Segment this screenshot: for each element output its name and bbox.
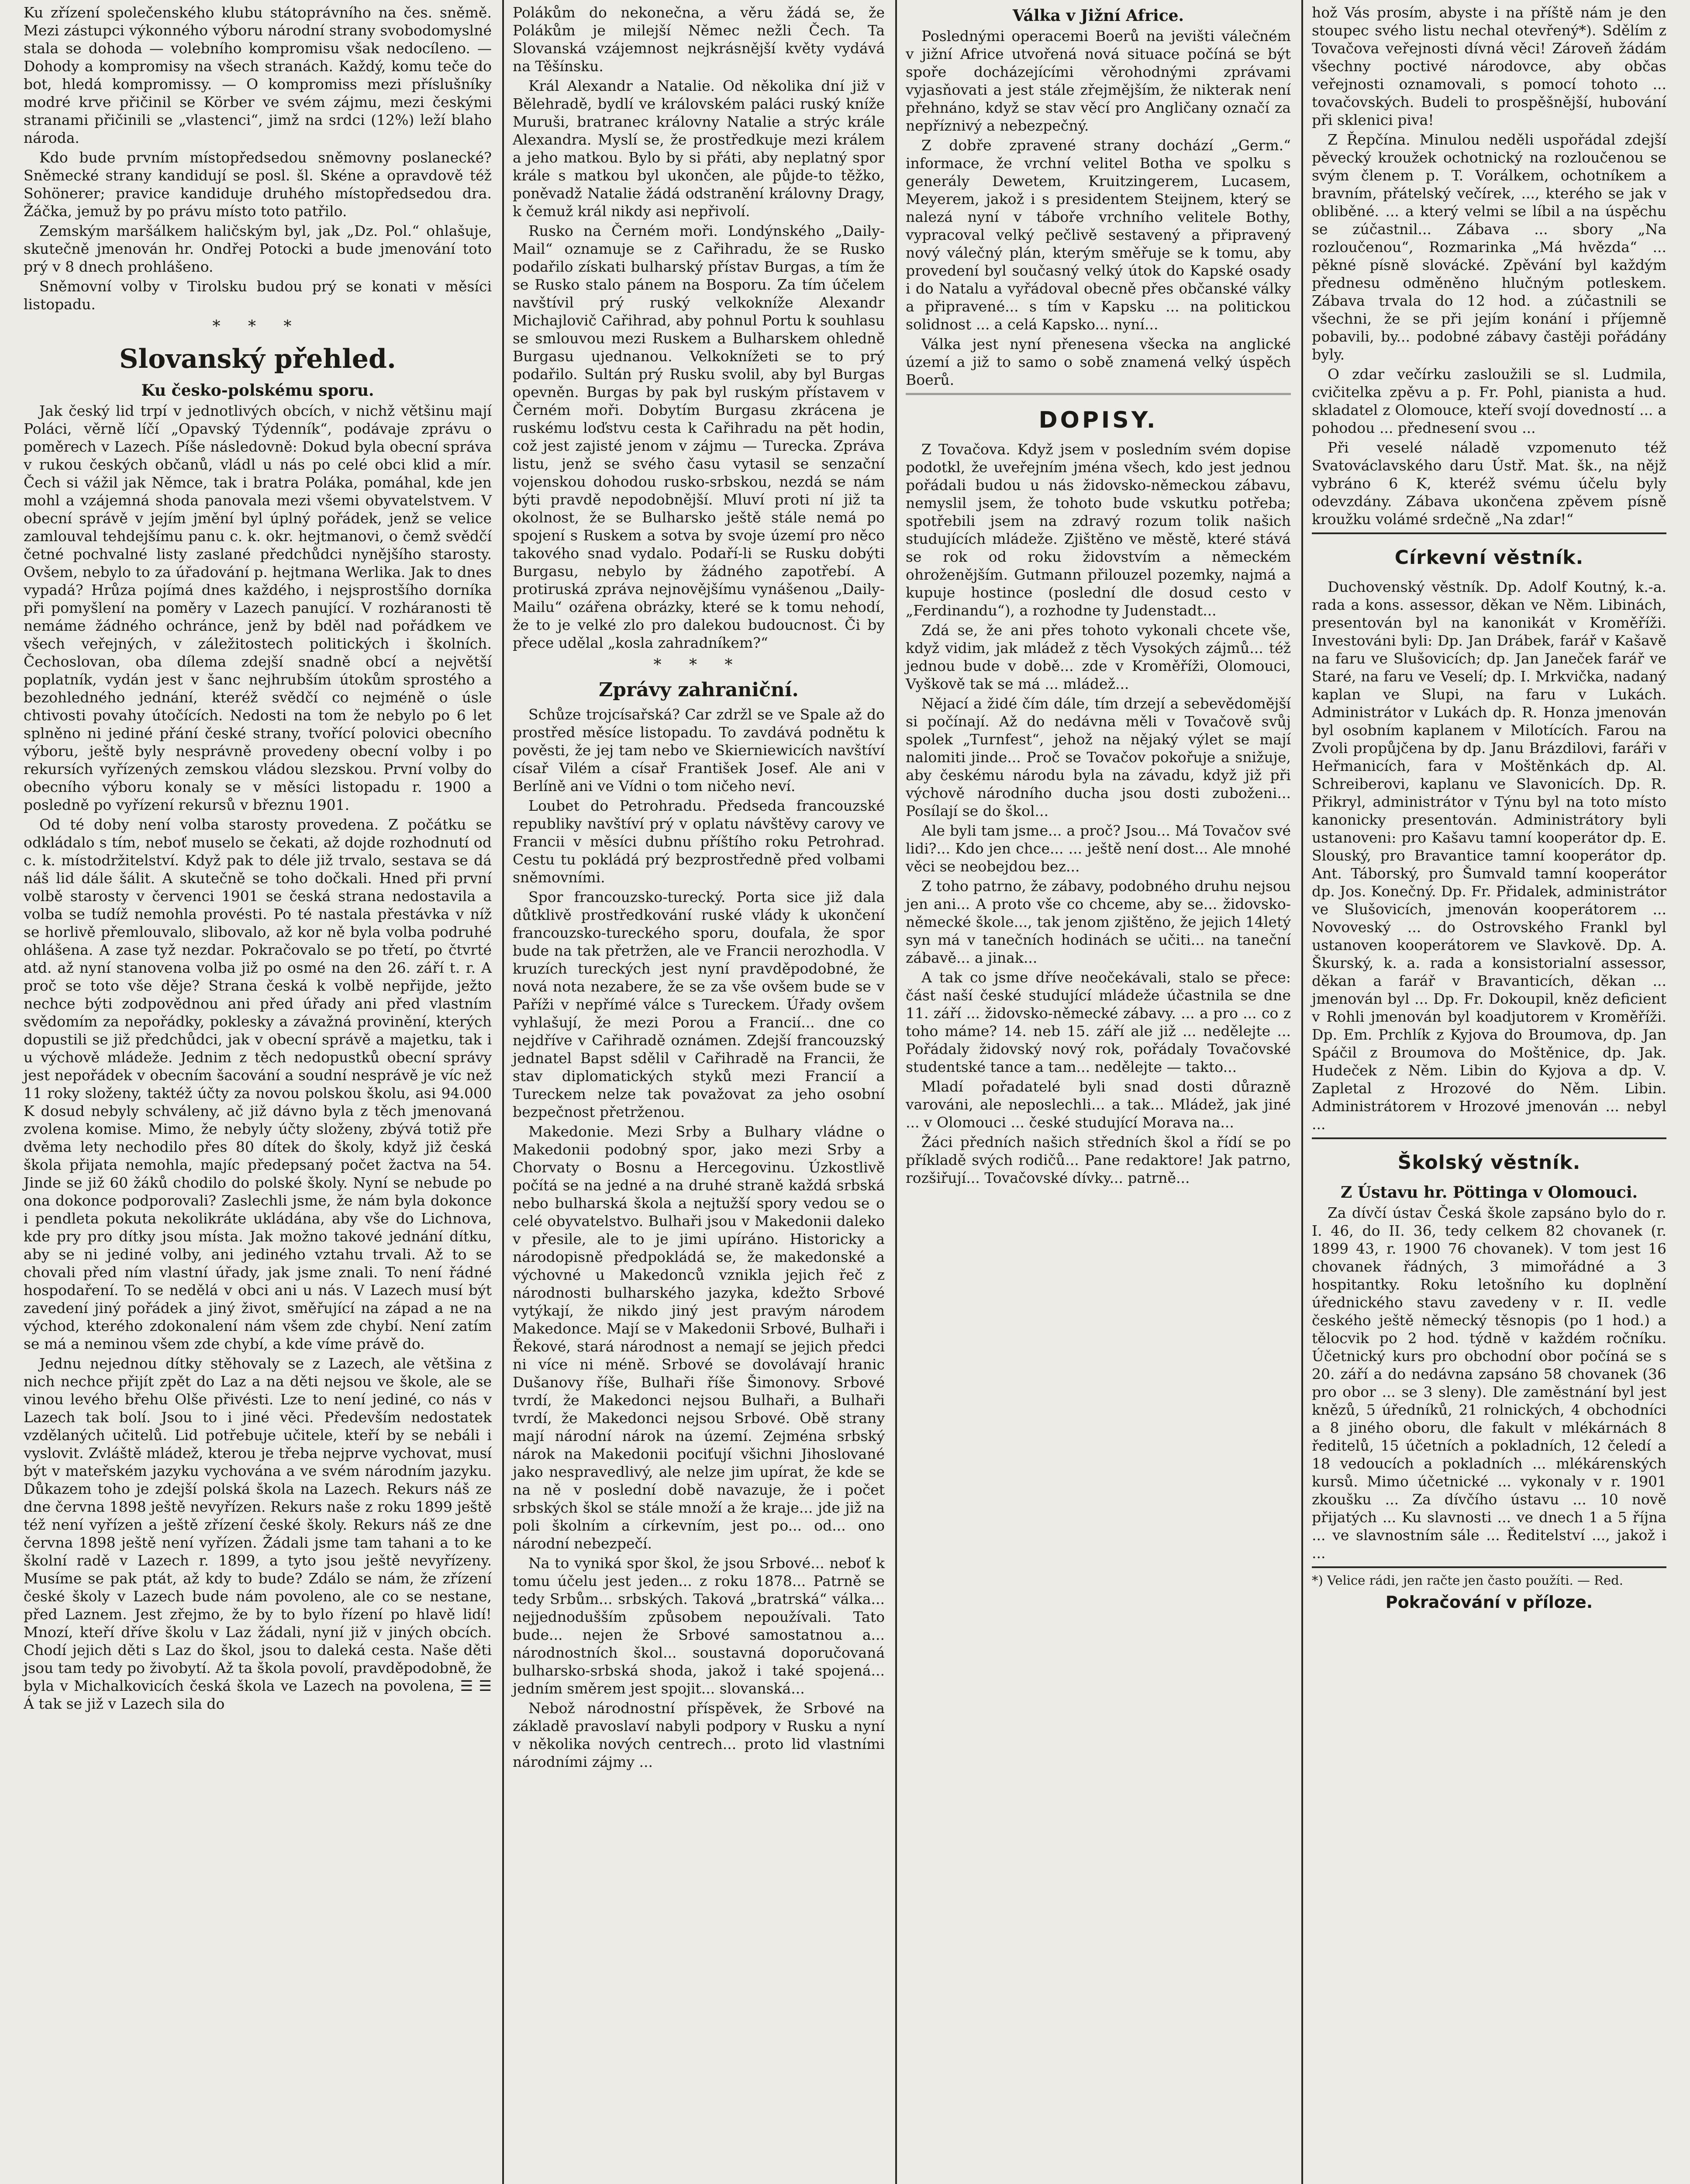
letter-tovacov-7: Mladí pořadatelé byli snad dosti důrazně varováni, ale neposlechli... a tak... Mládež, jak jiné ... v Olomouci ... české studující Morava na... <box>906 1078 1291 1131</box>
section-title-cirkevni: Církevní věstník. <box>1394 546 1584 569</box>
article-lazy-3: Jednu nejednou dítky stěhovaly se z Lazech, ale většina z nich nechce přijít zpět do Laz a na děti nejsou ve škole, ale se vinou levého břehu Olše přivésti. Lze to není jediné, co nás v Lazech tak bolí. Jsou to i jiné věci. Především nedostatek vzdělaných učitelů. Lid potřebuje učitele, kteří by se nebáli i vyslovit. Zvláště mládež, kterou je třeba nejprve vychovat, musí být v mateřském jazyku vychována a ve svém národním jazyku. Důkazem toho je zdejší polská škola na Lazech. Rekurs náš ze dne června 1898 ještě nevyřízen. Rekurs naše z roku 1899 ještě též není vyřízen a ještě zřízení české školy. Rekurs náš ze dne června 1898 ještě není vyřízen. Žádali jsme tam tahani a to ke školní radě v Lazech r. 1899, a tyto jsou ještě nevyřízeny. Musíme se pak ptát, až kdy to bude? Zdálo se nám, že zřízení české školy v Lazech bude nám povoleno, ale co se nestane, před Laznem. Jest zřejmo, že by to bylo řízení po hlavě lidí! Mnozí, kteří dříve školu v Laz žádali, nyní již v jiných obcích. Chodí jejich děti s Laz do škol, jsou to daleká cesta. Naše děti jsou tam tedy po živobytí. Až ta škola povolí, pravděpodobně, že byla v Michalkovicích česká škola ve Lazech na povolena, ☰ ☰ Á tak se již v Lazech sila do <box>24 1355 492 1712</box>
divider <box>1312 532 1666 534</box>
letter-repcin-2: O zdar večírku zasloužili se sl. Ludmila, cvičitelka zpěvu a p. Fr. Pohl, pianista a hud. skladatel z Olomouce, kteří svojí dovedností ... a pohodou ... přednesení svou ... <box>1312 366 1666 436</box>
article-spor-fr-tur: Spor francouzsko-turecký. Porta sice již dala důtklivě prostředkování ruské vlády k ukončení francouzsko-tureckého sporu, doufala, že spor bude na tak přetržen, ale ve Francii nerozhodla. V kruzích tureckých jest nyní pravděpodobné, že nová nota nezabere, že se za vše ovšem bude se v Paříži v nepřímé válce s Tureckem. Úřady ovšem vyhlašují, že mezi Porou a Francií... dne co nejdříve v Cařihradě oznámen. Zdejší francouzský jednatel Bapst sdělil v Cařihradě na Francii, že stav diplomatických styků mezi Francií a Tureckem nelze tak považovat za jeho osobní bezpečnost přetrženou. <box>513 888 885 1120</box>
article-vice-president: Kdo bude prvním místopředsedou sněmovny poslanecké? Sněmecké strany kandidují se posl. šl. Skéne a opravdově též Sohönerer; pravice kandiduje druhého místopředsedou dra. Žáčka, jemuž by po právu místo toto patřilo. <box>24 149 492 220</box>
subheading-czech-polish: Ku česko-polskému sporu. <box>141 381 374 400</box>
article-marshal: Zemským maršálkem haličským byl, jak „Dz. Pol.“ ohlašuje, skutečně jmenován hr. Ondřej Potocki a bude jmenování toto prý v 8 dnech prohlášeno. <box>24 222 492 275</box>
section-title-dopisy: DOPISY. <box>1038 407 1158 433</box>
letter-tovacov-1: Z Tovačova. Když jsem v posledním svém dopise podotkl, že uveřejním jména všech, kdo jest jednou pořádali budou u nás židovsko-německou zábavu, nemyslil jsem, že tohoto bude vskutku potřeba; spotřebili jsem na zdravý rozum tolik našich studujících mládeže. Zjištěno ve městě, které stává se rok od roku židovstvím a německém ohroženějším. Gutmann přilouzel pozemky, najmá a kupuje hostince (poslední dle dosud cesto v „Ferdinandu“), a rozhodne ty Judenstadt... <box>906 441 1291 619</box>
subheading-pottinga: Z Ústavu hr. Pöttinga v Olomouci. <box>1340 1183 1638 1202</box>
article-tyrol-elections: Sněmovní volby v Tirolsku budou prý se konati v měsíci listopadu. <box>24 278 492 313</box>
letter-tovacov-8: Žáci předních našich středních škol a řídí se po příkladě svých rodičů... Pane redaktore! Jak patrno, rozšiřují... Tovačovské dívky... patrně... <box>906 1133 1291 1186</box>
divider <box>906 393 1291 397</box>
section-divider-stars: * * * <box>653 656 744 674</box>
article-valka-3: Válka jest nyní přenesena všecka na anglické území a již to samo o sobě znamená velký úspěch Boerů. <box>906 335 1291 388</box>
column-4 <box>1301 3 1677 2184</box>
article-schuze: Schůze trojcísařská? Car zdržl se ve Spale až do prostřed měsíce listopadu. To zavdává podnětu k pověsti, že jej tam nebo ve Skierniewicích navštíví císař Vilém a císař František Josef. Ale ani v Berlíně ani ve Vídni o tom ničeho neví. <box>513 706 885 795</box>
article-club: Ku zřízení společenského klubu státoprávního na čes. sněmě. Mezi zástupci výkonného výboru národní strany svobodomyslné stala se dohoda — volebního kompromisu však nedocíleno. — Dohody a kompromisy na všech stranách. Každý, komu teče do bot, hledá kompromissy. — O kompromiss mezi příslušníky modré krve přičinil se Körber ve svém zájmu, mezi českými stranami přičinili se „vlastenci“, jimž na srdci (12%) leží blaho národa. <box>24 4 492 146</box>
subheading-valka: Válka v Jižní Africe. <box>1012 7 1184 25</box>
letter-tovacov-6: A tak co jsme dříve neočekávali, stalo se přece: část naší české studující mládeže účastnila se dne 11. září ... židovsko-německé zábavy. ... a pro ... co z toho máme? 14. neb 15. září ale již ... nedělejte ... Pořádaly židovský nový rok, pořádaly Tovačovské studentské tance a tam... nedělejte — takto... <box>906 969 1291 1075</box>
article-alexandr-natalie: Král Alexandr a Natalie. Od několika dní již v Bělehradě, bydlí ve královském paláci ruský kníže Muruši, bratranec královny Natalie a strýc krále Alexandra. Myslí se, že prostředkuje mezi králem a jeho matkou. Bylo by si přáti, aby neplatný spor krále s matkou byl ukončen, ale půjde-to těžko, poněvadž Natalie žádá odstranění královny Dragy, k čemuž král nikdy asi nepřivolí. <box>513 77 885 220</box>
divider <box>1312 1566 1666 1568</box>
article-valka-2: Z dobře zpravené strany dochází „Germ.“ informace, že vrchní velitel Botha ve spolku s generály Dewetem, Kruitzingerem, Lucasem, Meyerem, jakož i s presidentem Steijnem, který se nalezá nyní v táboře vrchního velitele Bothy, vypracoval velký pečlivě sestavený a připravený nový válečný plán, kterým směřuje se k tomu, aby provedení byl současný velký útok do Kapské osady i do Natalu a vyřádoval obecně přes občanské války a připravené... s tím v Kapsku ... na politickou solidnost ... a celá Kapsko... nyní... <box>906 137 1291 333</box>
section-divider-stars: * * * <box>212 318 303 335</box>
section-title-zpravy-zahranicni: Zprávy zahraniční. <box>599 679 799 701</box>
article-valka-1: Poslednými operacemi Boerů na jevišti válečném v jižní Africe utvořená nová situace počíná se být spoře docházejícími věrohodnými zprávami vyjasňovati a jest stále zřejmějším, že nikterak není přehnáno, když se stav věcí pro Angličany označí za nepříznivý a nebezpečný. <box>906 28 1291 134</box>
letter-tovacov-4: Ale byli tam jsme... a proč? Jsou... Má Tovačov své lidi?... Kdo jen chce... ... ještě není dost... Ale mnohé věci se neobejdou bez... <box>906 822 1291 875</box>
article-lazy-1: Jak český lid trpí v jednotlivých obcích, v nichž většinu mají Poláci, věrně líčí „Opavský Týdenník“, podávaje zprávu o poměrech v Lazech. Píše následovně: Dokud byla obecní správa v rukou českých občanů, vládl u nás po celé obci klid a mír. Čech si vážil jak Němce, tak i bratra Poláka, pomáhal, kde jen mohl a vzájemná shoda panovala mezi všemi obyvatelstvem. V obecní správě v jejím jmění byl úplný pořádek, jenž se velice zamlouval tehdejšímu panu c. k. okr. hejtmanovi, o čemž svědčí četné pochvalné listy zaslané předchůdci nynějšího starosty. Ovšem, nebylo to za úřadování p. hejtmana Werlika. Jak to dnes vypadá? Hrůza pojímá dnes každého, i nejsprostšího dorníka při pomyšlení na poměry v Lazech panující. V rozháranosti tě nemáme žádného ochránce, jenž by bděl nad pořádkem ve všech veřejných, v záležitostech politických i školních. Čechoslovan, oba dílema zdejší snadně obcí a největší poplatník, vydán jest v šanc nejhrubším útokům sprostého a bezohledného jednání, kteréž svědčí co nejméně o úsle chtivosti povahy útočících. Nedosti na tom že nebylo po 6 let splněno ni jediné přání české strany, tvořící polovici obecního výboru, ještě byly nesprávně provedeny obecní volby i po rekursích vyřízených zemskou vládou slezskou. První volby do obecního výboru konaly se v měsíci listopadu r. 1900 a posledně po vyřízení rekursů v březnu 1901. <box>24 402 492 813</box>
article-lazy-2: Od té doby není volba starosty provedena. Z počátku se odkládalo s tím, neboť muselo se čekati, až dojde rozhodnutí od c. k. místodržitelství. Když pak to déle již trvalo, sestava se dá náš lid dále šálit. A skutečně se toho dočkali. Hned při první volbě starosty v červenci 1901 se česká strana nedostavila a volba se tudíž nemohla provésti. Po té nastala přestávka v níž se horlivě přemlouvalo, slibovalo, až kor ně byla volba podruhé ohlášena. A zase tyž nezdar. Pokračovalo se po třetí, po čtvrté atd. až nyní stanovena volba již po osmé na den 26. září t. r. A proč se toto vše děje? Strana česká k volbě nepřijde, ježto nechce býti zodpovědnou ani před úřady ani před vlastním svědomím za nepořádky, poklesky a závažná provinění, kterých dopustili se již předchůdci, jak v obecní správě a majetku, tak i u výchově mládeže. Jednim z těch nedopustků obecní správy jest nepořádek v obecním šacování a soudní nesprávě je víc než 11 roky složeny, taktéž účty za novou polskou školu, asi 94.000 K dosud nebyly schváleny, ač již dávno byla z těch jmenovaná zvolena komise. Mimo, že nebyly účty složeny, zbývá totiž pře dvěma lety nechodilo přes 80 dítek do školy, když již česká škola přijata nemohla, majíc předepsaný počet žactva na 54. Jinde se již 60 žáků chodilo do polské školy. Nyní se nebude po ona dokonce podporovali? Zaslechli jsme, že nám byla dokonce i pendleta pokuta nekolikráte ukládána, aby vše do Lichnova, kde pry pro dítky jsou místa. Jak možno takové jednání dítku, aby se ni jediné volby, ani jediného vztahu trvali. Až to se chovali před ním vlastní úřady, jak jsme znali. To není řádné hospodaření. To se nedělá v obci ani u nás. V Lazech musí být zavedení jiný pořádek a jiný život, směřující na západ a ne na východ, kterého zdokonalení nám všem zde chybí. Není zatím se má a neminou všem zde chybí, a kde víme právě do. <box>24 816 492 1352</box>
article-makedonie-3: Nebož národnostní příspěvek, že Srbové na základě pravoslaví nabyli podpory v Rusku a nyní v několika nových centrech... proto lid vlastními národními zájmy ... <box>513 1700 885 1770</box>
section-title-skolsky: Školský věstník. <box>1397 1151 1581 1174</box>
section-title-slovansky-prehled: Slovanský přehled. <box>119 344 396 374</box>
letter-continuation: hož Vás prosím, abyste i na příště nám je den stoupec svého listu nechal otevřený*). Sdělím z Tovačova veřejnosti dívná věci! Zároveň žádám všechny poctivé národovce, aby občas veřejnosti oznamovali, s pomocí tohoto ... tovačovských. Budeli to prospěšnější, hubování při sklenici piva! <box>1312 4 1666 128</box>
column-1 <box>13 3 502 2184</box>
article-makedonie-2: Na to vyniká spor škol, že jsou Srbové... neboť k tomu účelu jest jeden... z roku 1878... Patrně se tedy Srbům... srbských. Taková „bratrská“ válka... nejjednodušším způsobem nepoužívali. Tato bude... nejen že Srbové samostatnou a... národnostních škol... soustavná doporučovaná bulharsko-srbská shoda, jakož i také spojená... jedním směrem jest spojit... slovanská... <box>513 1555 885 1697</box>
article-continuation: Polákům do nekonečna, a věru žádá se, že Polákům je milejší Němec nežli Čech. Ta Slovanská vzájemnost nejkrásnější květy vydává na Těšínsku. <box>513 4 885 75</box>
letter-tovacov-2: Zdá se, že ani přes tohoto vykonali chcete vše, když vidim, jak mládež z těch Vysokých zájmů... též jednou bude v době... zde v Kroměříži, Olomouci, Vyškově tak se má ... mládež... <box>906 622 1291 692</box>
letter-repcin: Z Řepčína. Minulou neděli uspořádal zdejší pěvecký kroužek ochotnický na rozloučenou se svým členem p. T. Vorálkem, ochotníkem a bravním, přátelský večírek, ..., kterého se jak v obliběné. ... a který velmi se líbil a na úspěchu se zúčastnil... Zábava ... sbory „Na rozloučenou“, Rozmarinka „Má hvězda“ ... pěkné písně slovácké. Zpěvání byl každým přednesu odměněno hlučným potleskem. Zábava trvala do 12 hod. a zúčastnili se všechni, že se při jejím konání i příjemně pobavili, by... podobné zábavy častěji pořádány byly. <box>1312 131 1666 363</box>
article-duchovensky: Duchovenský věstník. Dp. Adolf Koutný, k.-a. rada a kons. assessor, děkan ve Něm. Libinách, presentován byl na kanonikát v Kroměříži. Investováni byli: Dp. Jan Drábek, farář v Kašavě na faru ve Slušovicích; dp. Jan Janeček farář ve Staré, na faru ve Veselí; dp. I. Mrkvička, nadaný kaplan ve Slupi, na faru v Lukách. Administrátor v Lukách dp. R. Honza jmenován byl osobním kaplanem v Milotících. Farou na Zvoli propůjčena by dp. Janu Brázdilovi, faráři v Heřmanicích, fara v Moštěnkách dp. Al. Schreiberovi, kaplanu ve Slavonicích. Dp. R. Přikryl, administrátor v Týnu byl na toto místo kanonicky presentován. Administrátory byli ustanoveni: pro Kašavu tamní kooperátor dp. E. Slouský, pro Bravantice tamní kooperátor dp. Ant. Táborský, pro Šumvald tamní kooperátor dp. Jos. Konečný. Dp. Fr. Přidalek, administrátor ve Slušovicích, jmenován kooperátorem ... Novoveský ... do Ostrovského Frankl byl ustanoven kooperátorem ve Slavkově. Dp. A. Škurský, k. a. rada a konsistorialní assessor, děkan a farář v Bravanticích, děkan ... jmenován byl ... Dp. Fr. Dokoupil, kněz deficient v Rohli jmenován byl koadjutorem v Kroměříži. Dp. Em. Prchlík z Kyjova do Broumova, dp. Jan Spáčil z Broumova do Moštěnice, dp. Jak. Hudeček z Něm. Libin do Kyjova a dp. V. Zapletal z Hrozové do Něm. Libin. Administrátorem v Hrozové jmenován ... nebyl ... <box>1312 578 1666 1133</box>
article-makedonie: Makedonie. Mezi Srby a Bulhary vládne o Makedonii podobný spor, jako mezi Srby a Chorvaty o Bosnu a Hercegovinu. Úzkostlivě počítá se na jedné a na druhé straně každá srbská nebo bulharská škola a nejtužší spory vedou se o celé obyvatelstvo. Bulhaři jsou v Makedonii daleko v přesile, ale to je jimi upíráno. Historicky a národopisně předpokládá se, že makedonské a výchovné u Makedonců vznikla jejich řeč z národnosti bulharského jazyka, kdežto Srbové vytýkají, že nikdo jiný jest pravým národem Makedonce. Mají se v Makedonii Srbové, Bulhaři i Řekové, stará národnost a nemají se jejich předci ni více ni méně. Srbové se dovolávají hranic Dušanovy říše, Bulhaři říše Šimonovy. Srbové tvrdí, že Makedonci nejsou Bulhaři, a Bulhaři tvrdí, že Makedonci nejsou Srbové. Obě strany mají národní nárok na území. Zejména srbský nárok na Makedonii pociťují všichni Jihoslované jako nespravedlivý, ale nelze jim upírat, že kde se na ně v poslední době navazuje, že i počet srbských škol se stále množí a že kraje... jde již na poli školním a církevním, jest po... od... ono národní nebezpečí. <box>513 1123 885 1552</box>
letter-repcin-3: Při veselé náladě vzpomenuto též Svatováclavského daru Ústř. Mat. šk., na nějž vybráno 6 K, kteréž svému účelu byly odevzdány. Zábava ukončena zpěvem písně kroužku volámé srdečně „Na zdar!“ <box>1312 439 1666 528</box>
article-rusko-cerne-more: Rusko na Černém moři. Londýnského „Daily-Mail“ oznamuje se z Cařihradu, že se Rusko podařilo získati bulharský přístav Burgas, a tím že se Rusko stalo pánem na Bosporu. Za tím účelem navštívil prý ruský velkokníže Alexandr Michajlovič Cařihrad, aby pohnul Portu k souhlasu se smlouvou mezi Ruskem a Bulharskem ohledně Burgasu ujednanou. Velkoknížeti se to prý podařilo. Sultán prý Rusku svolil, aby byl Burgas opevněn. Burgas by pak byl ruským přístavem v Černém moři. Dobytím Burgasu zkrácena je ruskému loďstvu cesta k Cařihradu na pět hodin, což jest zajisté jenom v zájmu — Turecka. Zpráva listu, jenž se svého času vytasil se senzační vojenskou dohodou rusko-srbskou, nezdá se nám býti pravdě nepodobnější. Mluví proti ní již ta okolnost, že se Bulharsko ještě stále nemá po spojení s Ruskem a sotva by svoje území pro něco takového snad vydalo. Podaří-li se Rusku dobýti Burgasu, nebylo by žádného zapotřebí. A protiruská zpráva nejnovějšímu vynášenou „Daily-Mailu“ ozářena obrázky, které se k tomu nehodí, že to je velké zlo pro dalekou budoucnost. Či by přece udělal „kosla zahradníkem?“ <box>513 222 885 651</box>
article-loubet: Loubet do Petrohradu. Předseda francouzské republiky navštíví prý v oplatu návštěvy carovy ve Francii v měsíci dubnu příštího roku Petrohrad. Cestu tu pokládá prý bezprostředně před volbami sněmovními. <box>513 797 885 886</box>
divider <box>1312 1137 1666 1139</box>
continuation-note: Pokračování v příloze. <box>1385 1593 1593 1612</box>
footnote: *) Velice rádi, jen račte jen často použíti. — Red. <box>1312 1573 1623 1588</box>
letter-tovacov-5: Z toho patrno, že zábavy, podobného druhu nejsou jen ani... A proto vše co chceme, aby se... židovsko-německé škole..., tak jenom zjištěno, že jejich 14letý syn má v tanečních hodinách se učiti... na taneční zábavě... a jinak... <box>906 878 1291 966</box>
column-3 <box>895 3 1301 2184</box>
column-2 <box>502 3 895 2184</box>
article-pottinga: Za dívčí ústav Česká škole zapsáno bylo do r. I. 46, do II. 36, tedy celkem 82 chovanek (r. 1899 43, r. 1900 76 chovanek). V tom jest 16 chovanek řádných, 3 mimořádné a 3 hospitantky. Roku letošního ku doplnění úřednického stavu zavedeny v r. II. vedle českého ještě německý těsnopis (po 1 hod.) a tělocvik po 2 hod. týdně v každém ročníku. Účetnický kurs pro obchodní obor počíná se s 20. září a do nedávna zapsáno 58 chovanek (36 pro obor ... se 3 sleny). Dle zaměstnání byl jest knězů, 5 úředníků, 21 rolnických, 4 obchodníci a 8 jiného oboru, dle fakult v mlékárnách 8 ředitelů, 15 účetních a pokladních, 12 čeledí a 18 vedoucích a pokladních ... mlékárenských kursů. Mimo účetnické ... vykonaly v r. 1901 zkoušku ... Za dívčího ústavu ... 10 nově přijatých ... Ku slavnosti ... ve dnech 1 a 5 října ... ve slavnostním sále ... Ředitelství ..., jakož i ... <box>1312 1204 1666 1562</box>
letter-tovacov-3: Nějací a židé čím dále, tím drzejí a sebevědomější si počínají. Až do nedávna měli v Tovačově svůj spolek „Turnfest“, jehož na nějaký výlet se mají nalomiti jinde... Proč se Tovačov pokořuje a snižuje, aby českému národu byla na závadu, když již při výchově národního ducha jsou dosti zuboženi... Posílají se do škol... <box>906 695 1291 819</box>
